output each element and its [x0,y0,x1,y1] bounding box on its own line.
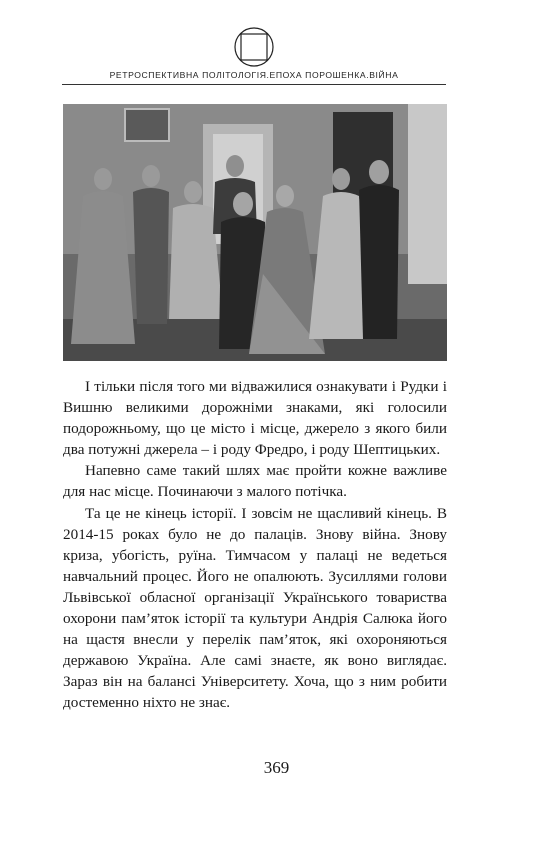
paragraph: Напевно саме такий шлях має пройти кожне важливе для нас місце. Починаючи з малого потічка. [63,462,447,501]
paragraph: Та це не кінець історії. І зовсім не щасливий кінець. В 2014-15 роках було не до палаців. Знову війна. Знову криза, убогість, руїна. Тимчасом у палаці не ведеться навчальний процес. Його не опалюють. Зусиллями голови Львівської обласної організації Українського товариства охорони пам’яток історії та культури Андрія Салюка його на щастя внесли у перелік пам’яток, які охороняються державою Україна. Але самі знаєте, як воно виглядає. Зараз він на балансі Університету. Хоча, що з ним робити достеменно ніхто не знає. [63,504,447,712]
paragraph: І тільки після того ми відважилися ознакувати і Рудки і Вишню великими дорожніми знаками, які голосили подорожньому, що це місто і місце, джерело з якого били два потужні джерела – і роду Фредро, і роду Шептицьких. [63,378,447,459]
group-photo [63,104,447,361]
header-rule [62,84,446,85]
vitruvian-logo-icon [234,27,274,67]
running-head: РЕТРОСПЕКТИВНА ПОЛІТОЛОГІЯ.ЕПОХА ПОРОШЕНКА.ВІЙНА [109,70,399,80]
page-number: 369 [263,758,290,777]
body-text [63,376,447,714]
